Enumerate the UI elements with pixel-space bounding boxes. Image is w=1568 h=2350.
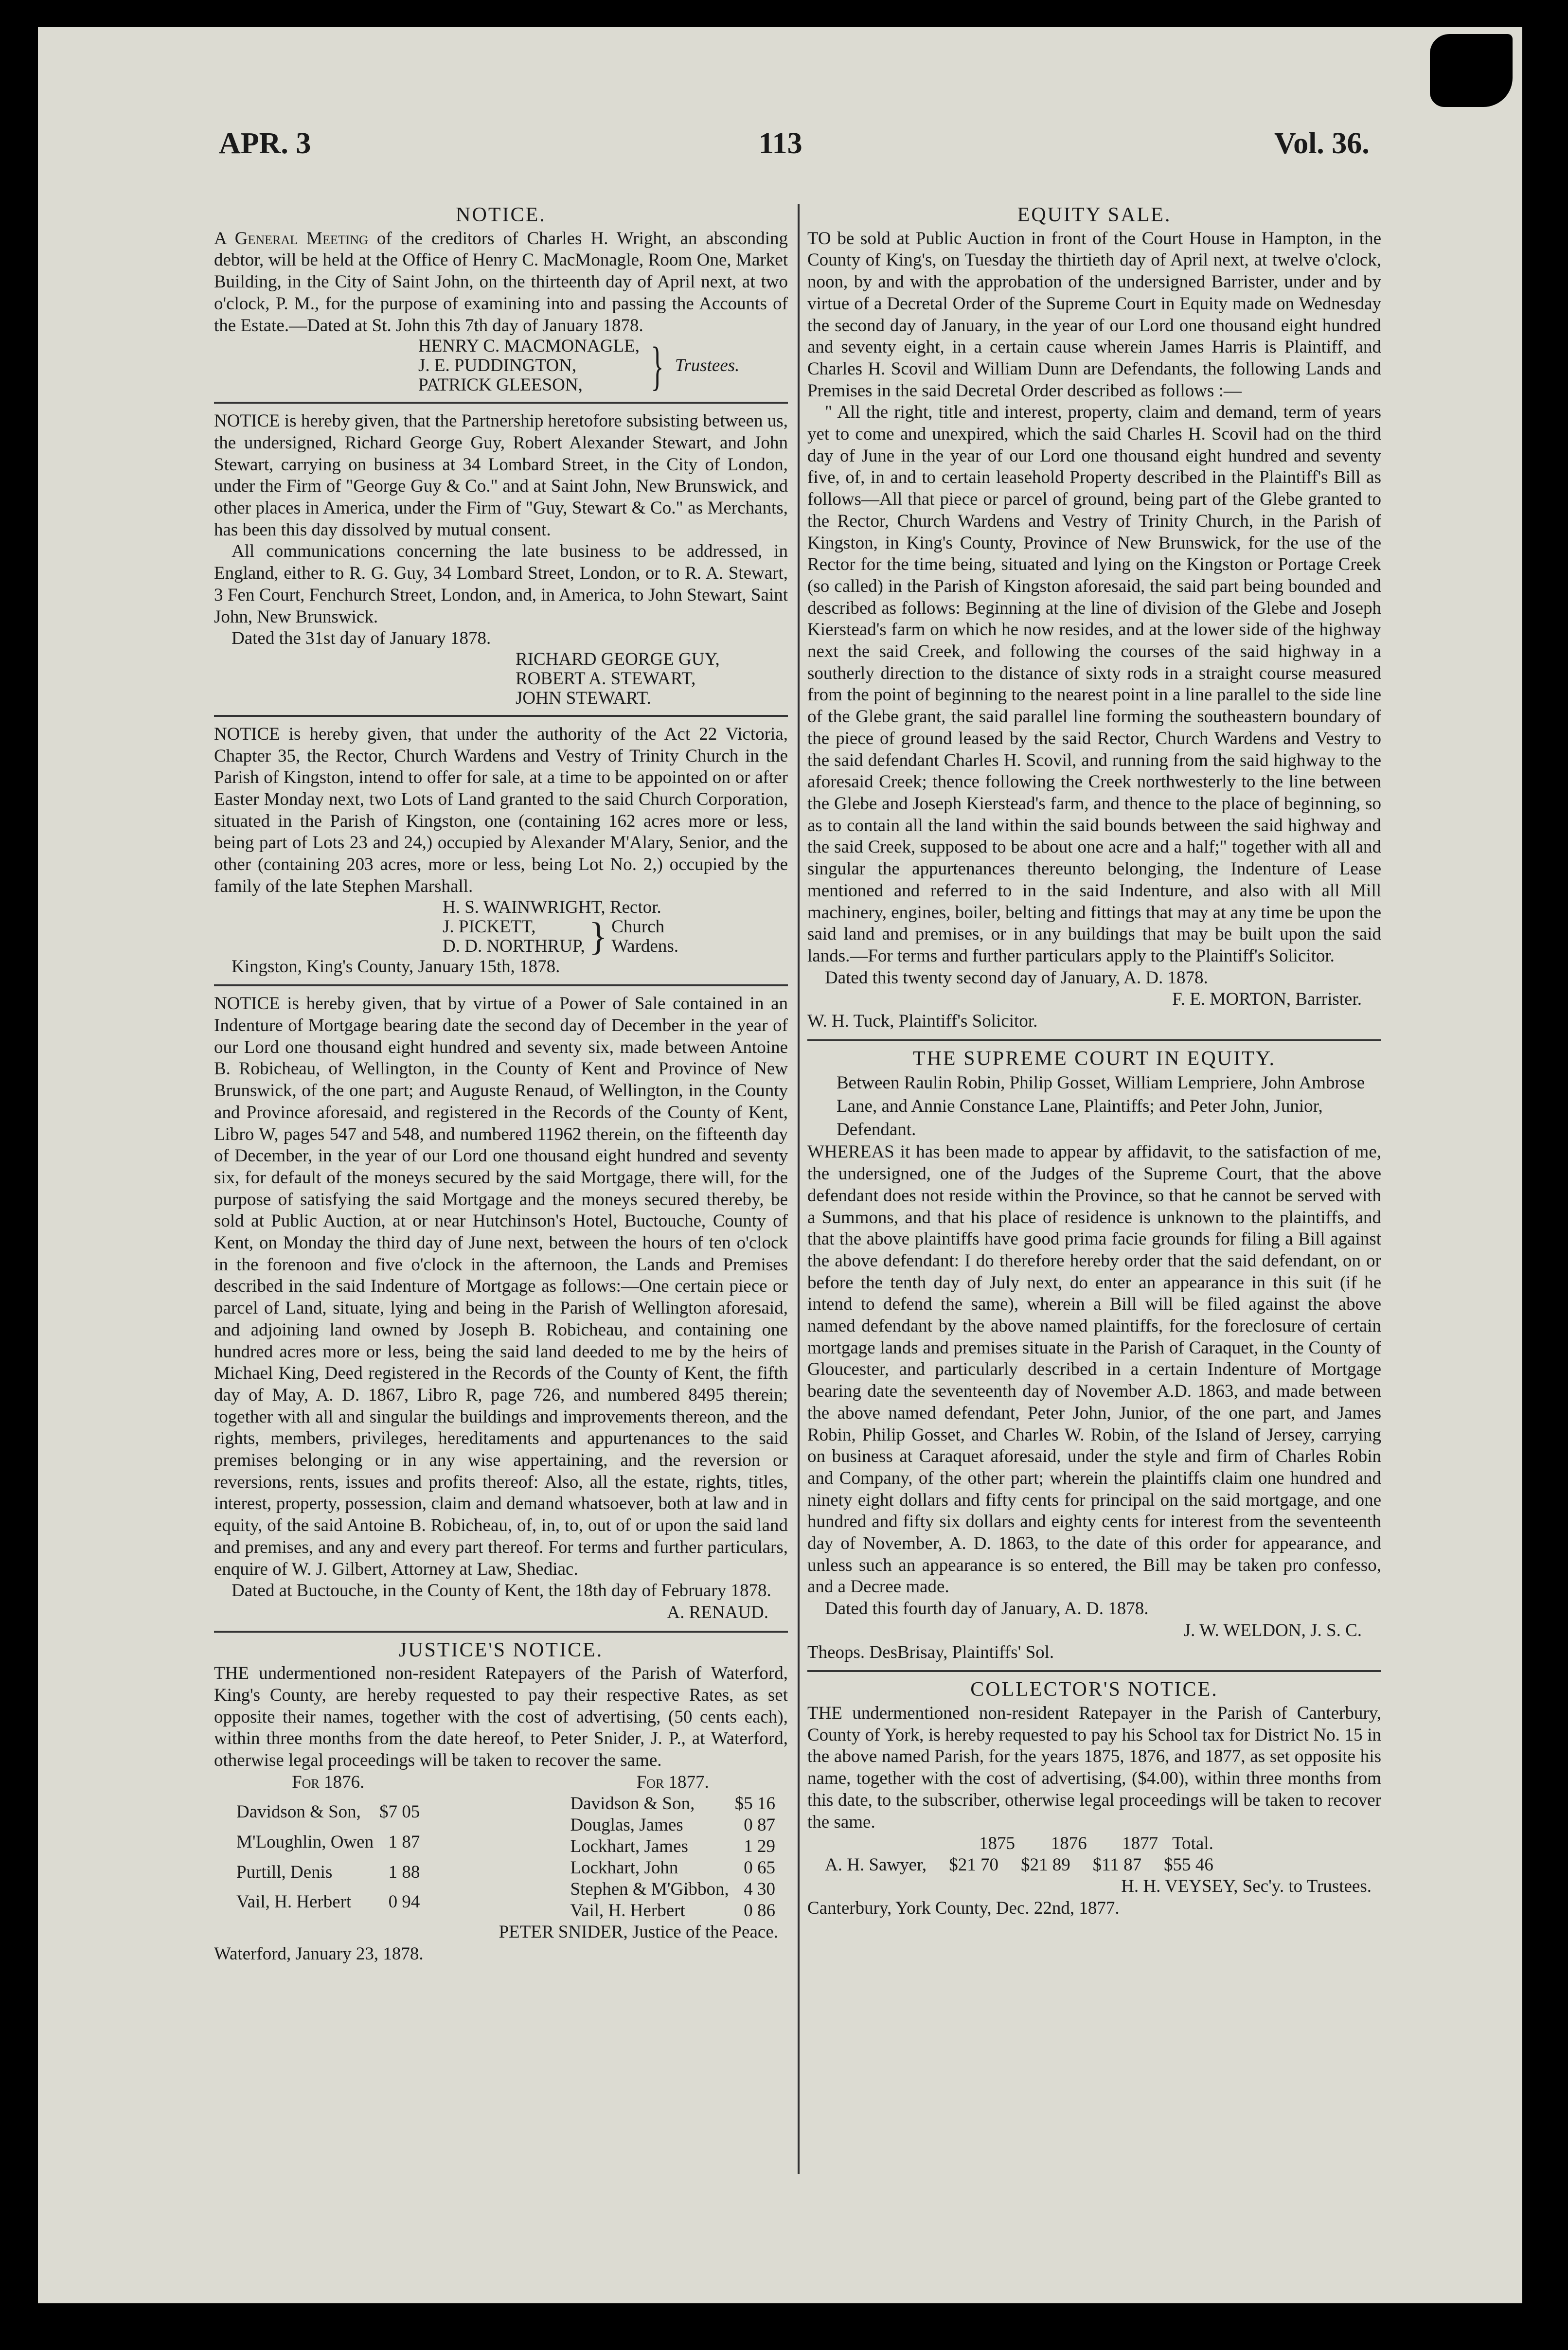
ratepayer-name: Purtill, Denis — [236, 1862, 333, 1882]
notice-signer: PETER SNIDER, Justice of the Peace. — [499, 1922, 778, 1942]
notice-solicitor: Theops. DesBrisay, Plaintiffs' Sol. — [807, 1642, 1054, 1662]
partnership-notice — [214, 410, 788, 708]
column-divider — [798, 204, 800, 2174]
table-row — [233, 1891, 423, 1922]
table-row — [233, 1801, 423, 1832]
tax-1877: $11 87 — [1092, 1855, 1142, 1875]
trustee-name: PATRICK GLEESON, — [418, 375, 583, 395]
trustees-role: Trustees. — [675, 355, 740, 375]
trustee-name: J. E. PUDDINGTON, — [418, 356, 577, 376]
section-rule — [214, 715, 788, 717]
notice-signer: F. E. MORTON, Barrister. — [1172, 989, 1362, 1010]
trustee-name: HENRY C. MACMONAGLE, — [418, 336, 640, 356]
notice-body: NOTICE is hereby given, that under the authority of the Act 22 Victoria, Chapter 35, the Rector, Church Wardens and Vestry of Trinity Church in the Parish of Kingston, intend to offer for sale, at a time to be appointed on or after Easter Monday next, two Lots of Land granted to the said Church Corporation, situated in the Parish of Kingston, one (containing 162 acres more or less, being part of Lots 23 and 24,) occupied by Alexander M'Alary, Senior, and the other (containing 203 acres, more or less, being Lot No. 2,) occupied by the family of the late Stephen Marshall. — [214, 724, 788, 896]
table-row — [567, 1815, 778, 1836]
right-column — [807, 204, 1381, 1920]
notice-dated: Waterford, January 23, 1878. — [214, 1943, 424, 1964]
notice-solicitor: W. H. Tuck, Plaintiff's Solicitor. — [807, 1011, 1038, 1032]
notice-title: NOTICE. — [456, 204, 546, 226]
column-header: 1875 — [979, 1834, 1015, 1854]
rate-amount: 4 30 — [744, 1879, 775, 1899]
notice-dated: Dated the 31st day of January 1878. — [232, 628, 491, 649]
warden-signer: D. D. NORTHRUP, — [443, 936, 585, 956]
table-row — [822, 1854, 1216, 1876]
ratepayer-name: Stephen & M'Gibbon, — [570, 1879, 729, 1899]
rector-signer: H. S. WAINWRIGHT, Rector. — [443, 897, 661, 917]
notice-body: NOTICE is hereby given, that the Partnership heretofore subsisting between us, the undersigned, Richard George Guy, Robert Alexander Stewart, and John Stewart, carrying on business at 34 Lombard Street, in the City of London, under the Firm of "George Guy & Co." and at Saint John, New Brunswick, and other places in America, under the Firm of "Guy, Stewart & Co." as Merchants, has been this day dissolved by mutual consent. — [214, 411, 788, 540]
notice-body: WHEREAS it has been made to appear by affidavit, to the satisfaction of me, the undersigned, one of the Judges of the Supreme Court, that the above defendant does not reside within the Province, so that he cannot be served with a Summons, and that his place of residence is unknown to the plaintiffs, and that the above plaintiffs have good prima facie grounds for filing a Bill against the above defendant: I do therefore hereby order that the said defendant, on or before the tenth day of July next, do enter an appearance in this suit (if he intend to defend the same), wherein a Bill will be filed against the above named defendant by the above named plaintiffs, for the foreclosure of certain mortgage lands and premises situate in the Parish of Caraquet, in the County of Gloucester, and particularly described in a certain Indenture of Mortgage bearing date the seventeenth day of November A.D. 1863, and made between the above named defendant, Peter John, Junior, of the one part, and James Robin, Philip Gosset, and Charles W. Robin, of the Island of Jersey, carrying on business at Caraquet aforesaid, under the style and firm of Charles Robin and Company, of the other part; wherein the plaintiffs claim one hundred and ninety eight dollars and fifty cents for principal on the said mortgage, and one hundred and fifty six dollars and eighty cents for interest from the seventeenth day of November, A. D. 1863, to the date of this order for appearance, and unless such an appearance is so entered, the Bill may be taken pro confesso, and a Decree made. — [807, 1142, 1381, 1597]
creditors-notice — [214, 204, 788, 395]
trinity-church-notice — [214, 724, 788, 978]
section-rule — [807, 1670, 1381, 1672]
ratepayer-name: M'Loughlin, Owen — [236, 1832, 374, 1852]
notice-body: THE undermentioned non-resident Ratepayers of the Parish of Waterford, King's County, are hereby requested to pay their respective Rates, as set opposite their names, together with the cost of advertising, (50 cents each), within three months from the date hereof, to Peter Snider, J. P., at Waterford, otherwise legal proceedings will be taken to recover the same. — [214, 1663, 788, 1771]
rate-amount: 0 94 — [388, 1892, 420, 1912]
header-page-number: 113 — [759, 127, 802, 160]
header-volume: Vol. 36. — [1274, 127, 1370, 160]
notice-title: THE SUPREME COURT IN EQUITY. — [912, 1047, 1276, 1070]
warden-signer: J. PICKETT, — [443, 916, 536, 937]
notice-quote: " All the right, title and interest, property, claim and demand, term of years yet to come and unexpired, which the said Charles H. Scovil had on the third day of June in the year of our Lord one thousand eight hundred and seventy five, of, in and to certain leasehold Property described in the Plaintiff's Bill as follows—All that piece or parcel of ground, being part of the Glebe granted to the Rector, Church Wardens and Vestry of Trinity Church, in the Parish of Kingston, in King's County, Province of New Brunswick, for the use of the Rector for the time being, situated and lying on the Kingston or Portage Creek (so called) in the Parish of Kingston aforesaid, the said part being bounded and described as follows: Beginning at the line of division of the Glebe and Joseph Kierstead's farm on which he now resides, and at the lower side of the highway next the said Creek, and following the courses of the said highway in a southerly direction to the distance of sixty rods in a straight course measured from the point of beginning to the nearest point in a line parallel to the side line of the Glebe grant, the said parallel line forming the southeastern boundary of the piece of ground leased by the said Rector, Church Wardens and Vestry to the said defendant Charles H. Scovil, and running from the said highway to the aforesaid Creek; thence following the Creek northwesterly to the line between the Glebe and Joseph Kierstead's farm, and thence to the place of beginning, so as to contain all the land within the said bounds between the said highway and the said Creek, supposed to be about one acre and a half;" together with all and singular the appurtenances thereunto belonging, the Indenture of Lease mentioned and referred to in the said Indenture, and also with all Mill machinery, engines, boiler, belting and fittings that may at any time be upon the said land and premises, or in any buildings that may be built upon the said lands.—For terms and further particulars apply to the Plaintiff's Solicitor. — [807, 402, 1381, 966]
rates-table-1877 — [567, 1772, 778, 1922]
rate-amount: 0 86 — [744, 1900, 775, 1921]
signer-name: ROBERT A. STEWART, — [516, 668, 696, 689]
notice-body: of the creditors of Charles H. Wright, an absconding debtor, will be held at the Office of Henry C. MacMonagle, Room One, Market Building, in the City of Saint John, on the thirteenth day of April next, at two o'clock, P. M., for the purpose of examining into and passing the Accounts of the Estate.—Dated at St. John this 7th day of January 1878. — [214, 228, 788, 336]
table-row — [567, 1879, 778, 1900]
rate-amount: 1 29 — [744, 1836, 775, 1856]
ratepayer-name: Lockhart, James — [570, 1836, 688, 1856]
supreme-court-notice — [807, 1048, 1381, 1664]
signer-name: JOHN STEWART. — [516, 688, 651, 708]
rate-amount: 1 88 — [388, 1862, 420, 1882]
notice-dated: Dated this fourth day of January, A. D. 1878. — [825, 1599, 1149, 1619]
notice-dated: Kingston, King's County, January 15th, 1878. — [232, 956, 560, 977]
table-row — [567, 1793, 778, 1815]
table-row — [567, 1857, 778, 1879]
ratepayer-name: Douglas, James — [570, 1815, 683, 1835]
section-rule — [214, 984, 788, 986]
rate-amount: $5 16 — [734, 1793, 775, 1814]
notice-signer: J. W. WELDON, J. S. C. — [1183, 1620, 1362, 1640]
notice-signer: H. H. VEYSEY, Sec'y. to Trustees. — [1121, 1876, 1372, 1897]
rate-amount: 1 87 — [388, 1832, 420, 1852]
left-column — [214, 204, 788, 1965]
table-row — [567, 1900, 778, 1922]
trustees-block — [418, 337, 788, 395]
warden-role: Wardens. — [611, 936, 678, 956]
column-header: 1877 — [1122, 1834, 1158, 1854]
notice-title: JUSTICE'S NOTICE. — [398, 1638, 604, 1661]
mortgage-sale-notice — [214, 993, 788, 1623]
rate-amount: 0 65 — [744, 1857, 775, 1878]
collectors-notice — [807, 1679, 1381, 1919]
notice-body: THE undermentioned non-resident Ratepayer in the Parish of Canterbury, County of York, is hereby requested to pay his School tax for District No. 15 in the above named Parish, for the years 1875, 1876, and 1877, as set opposite his name, together with the cost of advertising, ($4.00), within three months from this date, to the subscriber, otherwise legal proceedings will be taken to recover the same. — [807, 1703, 1381, 1832]
ratepayer-name: Vail, H. Herbert — [570, 1900, 685, 1921]
brace-glyph: } — [588, 915, 608, 958]
tax-1875: $21 70 — [949, 1855, 998, 1875]
notice-title: COLLECTOR'S NOTICE. — [970, 1678, 1218, 1701]
table-header-row — [822, 1833, 1216, 1854]
notice-body: TO be sold at Public Auction in front of the Court House in Hampton, in the County of King's, on Tuesday the thirtieth day of April next, at twelve o'clock, noon, by and with the approbation of the undersigned Barrister, under and by virtue of a Decretal Order of the Supreme Court in Equity made on Wednesday the second day of January, in the year of our Lord one thousand eight hundred and seventy eight, in a certain cause wherein James Harris is Plaintiff, and Charles H. Scovil and William Dunn are Defendants, the following Lands and Premises in the said Decretal Order described as follows :— — [807, 228, 1381, 401]
table-year-header: For 1877. — [636, 1772, 709, 1792]
column-header: Total. — [1172, 1834, 1213, 1854]
table-year-header: For 1876. — [292, 1772, 365, 1792]
rates-table-1876 — [233, 1772, 423, 1922]
ratepayer-name: Davidson & Son, — [570, 1793, 695, 1814]
notice-dated: Dated this twenty second day of January, A. D. 1878. — [825, 967, 1208, 988]
notice-dated: Dated at Buctouche, in the County of Kent, the 18th day of February 1878. — [232, 1581, 771, 1601]
section-rule — [214, 1631, 788, 1633]
school-tax-table — [822, 1833, 1216, 1876]
header-date: APR. 3 — [219, 127, 311, 160]
notice-dated: Canterbury, York County, Dec. 22nd, 1877. — [807, 1898, 1120, 1918]
rate-amount: $7 05 — [379, 1802, 420, 1822]
notice-body-2: All communications concerning the late business to be addressed, in England, either to R. G. Guy, 34 Lombard Street, London, or to R. A. Stewart, 3 Fen Court, Fenchurch Street, London, and, in America, to John Stewart, Saint John, New Brunswick. — [214, 541, 788, 627]
table-row — [567, 1836, 778, 1857]
signer-name: RICHARD GEORGE GUY, — [516, 649, 720, 669]
notice-title: EQUITY SALE. — [1017, 204, 1172, 226]
section-rule — [807, 1039, 1381, 1041]
ratepayer-name: Davidson & Son, — [236, 1802, 361, 1822]
notice-signer: A. RENAUD. — [667, 1602, 768, 1622]
table-row — [233, 1832, 423, 1862]
rate-amount: 0 87 — [744, 1815, 775, 1835]
case-parties: Between Raulin Robin, Philip Gosset, William Lempriere, John Ambrose Lane, and Annie Constance Lane, Plaintiffs; and Peter John, Junior, Defendant. — [837, 1073, 1365, 1140]
ratepayer-name: Vail, H. Herbert — [236, 1892, 352, 1912]
notice-lead: A General Meeting — [214, 228, 368, 249]
warden-role: Church — [611, 916, 665, 937]
ratepayer-name: A. H. Sawyer, — [825, 1855, 927, 1875]
section-rule — [214, 402, 788, 404]
tax-total: $55 46 — [1164, 1855, 1213, 1875]
justices-notice — [214, 1639, 788, 1965]
column-header: 1876 — [1051, 1834, 1087, 1854]
ratepayer-name: Lockhart, John — [570, 1857, 678, 1878]
tax-1876: $21 89 — [1020, 1855, 1070, 1875]
brace-glyph: } — [651, 336, 664, 396]
notice-body: NOTICE is hereby given, that by virtue of a Power of Sale contained in an Indenture of Mortgage bearing date the second day of December in the year of our Lord one thousand eight hundred and seventy six, made between Antoine B. Robicheau, of Wellington, in the County of Kent and Province of New Brunswick, of the one part; and Auguste Renaud, of Wellington, in the County and Province aforesaid, and registered in the Records of the County of Kent, Libro W, pages 547 and 548, and numbered 11962 therein, on the fifteenth day of December, in the year of our Lord one thousand eight hundred and seventy six, for default of the moneys secured by the said Mortgage, there will, for the purpose of satisfying the said Mortgage and the moneys secured thereby, be sold at Public Auction, at or near Hutchinson's Hotel, Buctouche, County of Kent, on Monday the third day of June next, between the hours of ten o'clock in the forenoon and five o'clock in the afternoon, the Lands and Premises described in the said Indenture of Mortgage as follows:—One certain piece or parcel of Land, situate, lying and being in the Parish of Wellington aforesaid, and adjoining land owned by Joseph B. Robicheau, and containing one hundred acres more or less, being the said land deeded to me by the heirs of Michael King, Deed registered in the Records of the County of Kent, the fifth day of May, A. D. 1867, Libro R, page 726, and numbered 8495 therein; together with all and singular the buildings and improvements thereon, and the rights, members, privileges, hereditaments and appurtenances to the said premises belonging or in any wise appertaining, and the reversion or reversions, rents, issues and profits thereof: Also, all the estate, rights, titles, interest, property, possession, claim and demand whatsoever, both at law and in equity, of the said Antoine B. Robicheau, of, in, to, out of or upon the said land and premises, and any and every part thereof. For terms and further particulars, enquire of W. J. Gilbert, Attorney at Law, Shediac. — [214, 994, 788, 1579]
equity-sale-notice — [807, 204, 1381, 1033]
binding-tab — [1430, 34, 1513, 107]
table-row — [233, 1862, 423, 1892]
